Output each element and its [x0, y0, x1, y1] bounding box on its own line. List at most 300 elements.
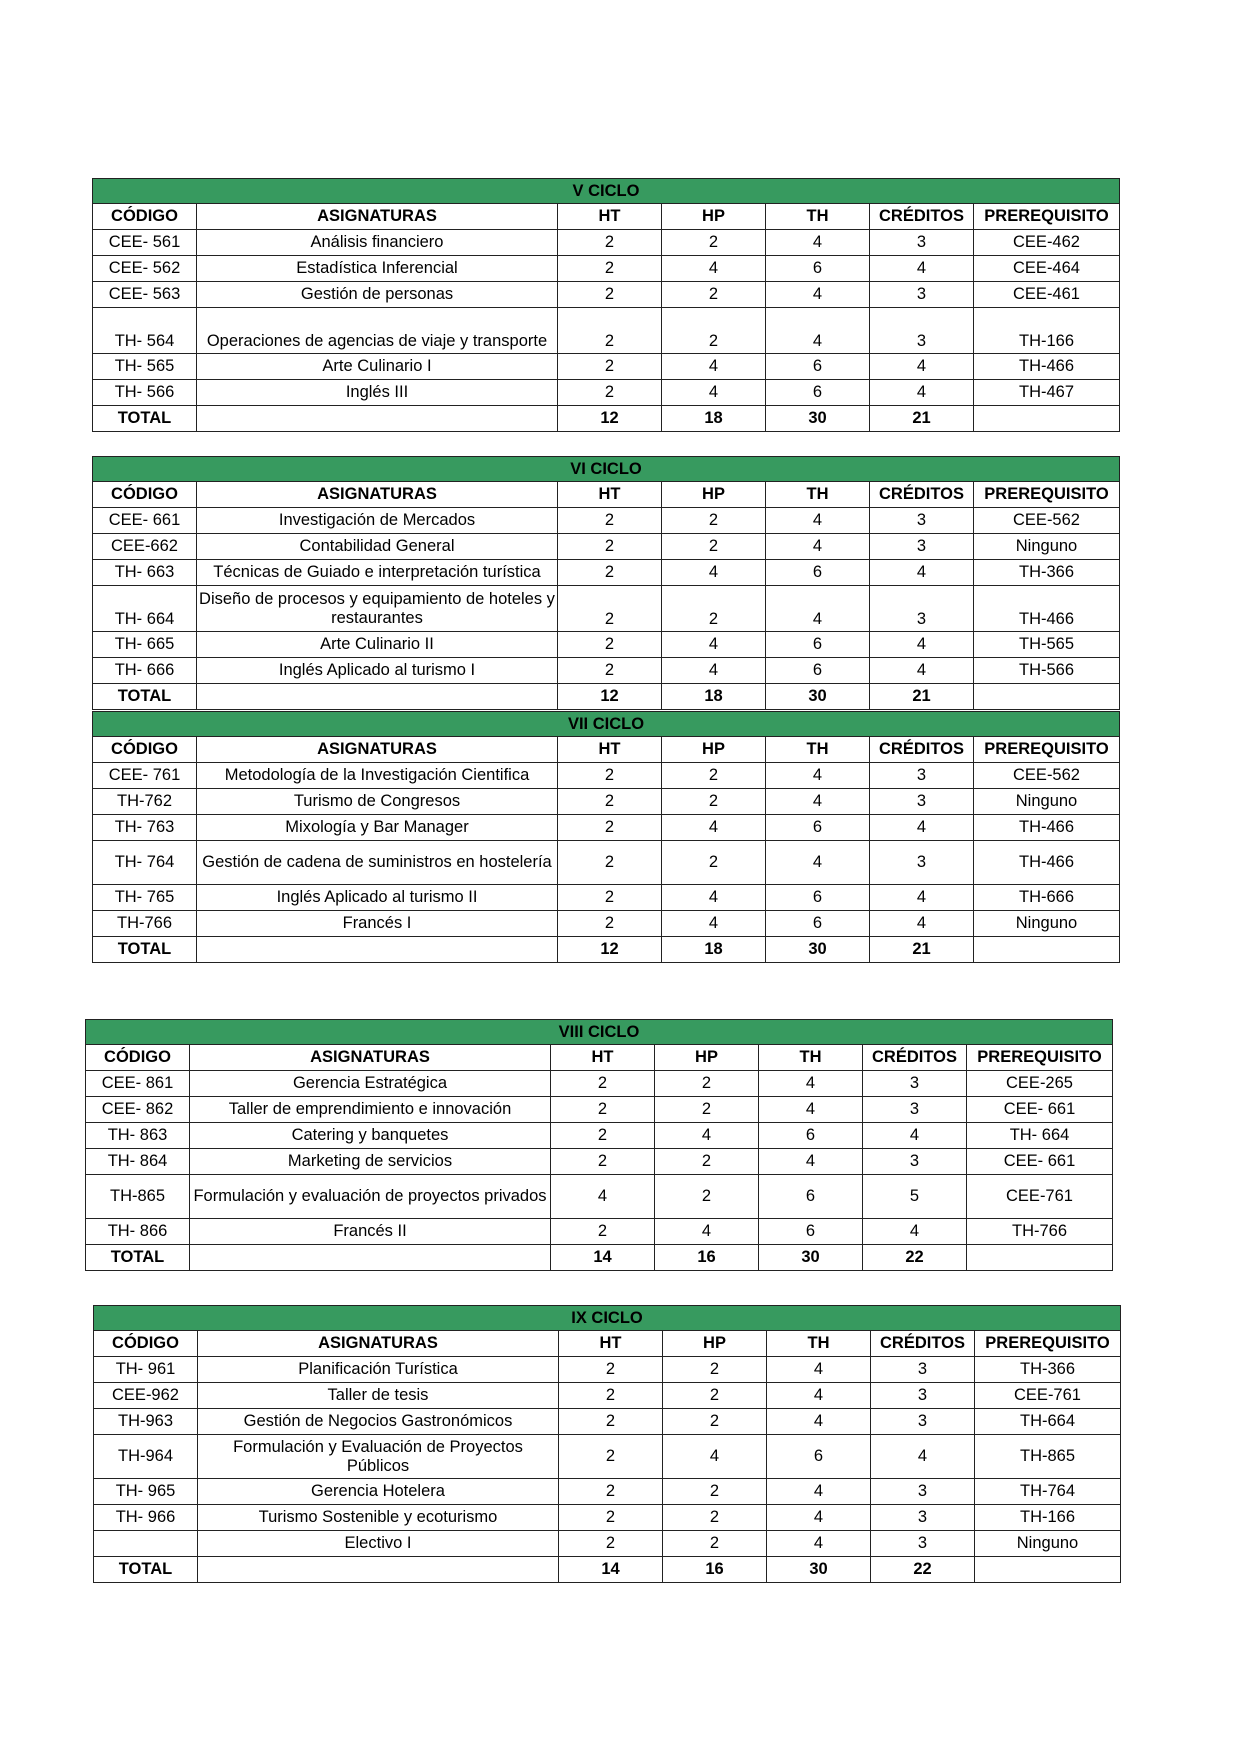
course-subject: Operaciones de agencias de viaje y transporte	[197, 308, 558, 354]
course-subject: Metodología de la Investigación Cientifica	[197, 763, 558, 789]
course-th: 6	[766, 911, 870, 937]
total-row	[93, 406, 1120, 432]
course-hp: 4	[663, 1435, 767, 1479]
header-th: TH	[767, 1331, 871, 1357]
course-code: TH-766	[93, 911, 197, 937]
table-row	[93, 586, 1120, 632]
course-th: 4	[766, 586, 870, 632]
course-code: TH- 566	[93, 380, 197, 406]
course-th: 4	[766, 789, 870, 815]
header-asignaturas: ASIGNATURAS	[198, 1331, 559, 1357]
course-hp: 4	[662, 380, 766, 406]
course-prerequisite: TH-466	[974, 586, 1120, 632]
course-th: 6	[759, 1219, 863, 1245]
course-credits: 4	[870, 354, 974, 380]
course-th: 6	[766, 815, 870, 841]
course-ht: 2	[558, 508, 662, 534]
course-subject: Inglés III	[197, 380, 558, 406]
course-subject: Arte Culinario II	[197, 632, 558, 658]
course-subject: Gestión de Negocios Gastronómicos	[198, 1409, 559, 1435]
course-code: CEE- 561	[93, 230, 197, 256]
course-code: TH- 564	[93, 308, 197, 354]
course-credits: 3	[870, 508, 974, 534]
course-subject: Catering y banquetes	[190, 1123, 551, 1149]
course-th: 4	[766, 508, 870, 534]
course-ht: 2	[558, 534, 662, 560]
course-th: 4	[767, 1505, 871, 1531]
cycle-table-v	[92, 178, 1120, 432]
course-prerequisite: TH-467	[974, 380, 1120, 406]
course-subject: Gestión de cadena de suministros en hostelería	[197, 841, 558, 885]
table-row	[93, 256, 1120, 282]
course-prerequisite: CEE-265	[967, 1071, 1113, 1097]
table-row	[93, 354, 1120, 380]
table-row	[93, 789, 1120, 815]
course-ht: 2	[551, 1219, 655, 1245]
course-subject: Diseño de procesos y equipamiento de hoteles y restaurantes	[197, 586, 558, 632]
course-code: TH- 565	[93, 354, 197, 380]
course-credits: 3	[863, 1149, 967, 1175]
course-ht: 2	[551, 1071, 655, 1097]
total-hp: 18	[662, 684, 766, 710]
total-row	[93, 937, 1120, 963]
course-code: TH-762	[93, 789, 197, 815]
course-hp: 4	[662, 885, 766, 911]
course-subject: Análisis financiero	[197, 230, 558, 256]
course-code: TH- 866	[86, 1219, 190, 1245]
table-row	[93, 282, 1120, 308]
table-row	[93, 911, 1120, 937]
course-ht: 2	[551, 1097, 655, 1123]
course-ht: 2	[558, 632, 662, 658]
course-hp: 2	[663, 1505, 767, 1531]
table-row	[93, 308, 1120, 354]
course-code: TH- 666	[93, 658, 197, 684]
course-th: 4	[759, 1149, 863, 1175]
course-subject: Formulación y evaluación de proyectos privados	[190, 1175, 551, 1219]
course-hp: 2	[663, 1357, 767, 1383]
course-code: CEE- 661	[93, 508, 197, 534]
course-subject: Gerencia Estratégica	[190, 1071, 551, 1097]
course-code: TH- 664	[93, 586, 197, 632]
total-th: 30	[766, 937, 870, 963]
total-label: TOTAL	[93, 937, 197, 963]
total-credits: 21	[870, 406, 974, 432]
course-th: 4	[766, 763, 870, 789]
header-ht: HT	[558, 482, 662, 508]
header-ht: HT	[559, 1331, 663, 1357]
course-subject: Técnicas de Guiado e interpretación turística	[197, 560, 558, 586]
header-th: TH	[766, 204, 870, 230]
header-th: TH	[766, 482, 870, 508]
header-codigo: CÓDIGO	[86, 1045, 190, 1071]
course-prerequisite: CEE-761	[975, 1383, 1121, 1409]
course-prerequisite: TH-566	[974, 658, 1120, 684]
course-ht: 2	[558, 256, 662, 282]
course-th: 4	[767, 1409, 871, 1435]
table-row	[93, 534, 1120, 560]
course-hp: 2	[663, 1479, 767, 1505]
course-credits: 3	[871, 1479, 975, 1505]
course-hp: 4	[662, 354, 766, 380]
header-prerequisito: PREREQUISITO	[974, 737, 1120, 763]
header-hp: HP	[655, 1045, 759, 1071]
course-ht: 2	[558, 308, 662, 354]
total-th: 30	[767, 1557, 871, 1583]
total-prerequisite-empty	[974, 684, 1120, 710]
course-code: TH- 863	[86, 1123, 190, 1149]
course-ht: 2	[559, 1505, 663, 1531]
course-subject: Turismo de Congresos	[197, 789, 558, 815]
course-th: 6	[766, 632, 870, 658]
total-prerequisite-empty	[974, 937, 1120, 963]
course-ht: 2	[558, 815, 662, 841]
course-credits: 3	[870, 534, 974, 560]
cycle-title: IX CICLO	[94, 1306, 1121, 1331]
course-subject: Taller de emprendimiento e innovación	[190, 1097, 551, 1123]
course-prerequisite: CEE- 661	[967, 1149, 1113, 1175]
course-code: TH-964	[94, 1435, 198, 1479]
course-hp: 2	[655, 1097, 759, 1123]
course-prerequisite: CEE-464	[974, 256, 1120, 282]
course-subject: Estadística Inferencial	[197, 256, 558, 282]
header-codigo: CÓDIGO	[93, 737, 197, 763]
course-credits: 4	[870, 560, 974, 586]
course-subject: Francés II	[190, 1219, 551, 1245]
course-hp: 2	[662, 508, 766, 534]
course-subject: Planificación Turística	[198, 1357, 559, 1383]
header-th: TH	[766, 737, 870, 763]
course-prerequisite: TH-366	[974, 560, 1120, 586]
course-hp: 2	[655, 1071, 759, 1097]
course-credits: 4	[870, 632, 974, 658]
course-th: 6	[766, 560, 870, 586]
header-asignaturas: ASIGNATURAS	[197, 737, 558, 763]
course-prerequisite: TH-166	[975, 1505, 1121, 1531]
total-row	[93, 684, 1120, 710]
course-ht: 2	[558, 380, 662, 406]
total-row	[94, 1557, 1121, 1583]
course-th: 4	[767, 1531, 871, 1557]
total-hp: 18	[662, 406, 766, 432]
course-subject: Francés I	[197, 911, 558, 937]
course-ht: 2	[558, 354, 662, 380]
course-credits: 4	[870, 256, 974, 282]
course-subject: Inglés Aplicado al turismo I	[197, 658, 558, 684]
course-credits: 4	[870, 911, 974, 937]
total-prerequisite-empty	[967, 1245, 1113, 1271]
table-row	[86, 1097, 1113, 1123]
course-prerequisite: TH-466	[974, 815, 1120, 841]
course-hp: 2	[662, 282, 766, 308]
course-prerequisite: TH-666	[974, 885, 1120, 911]
course-prerequisite: TH-764	[975, 1479, 1121, 1505]
course-th: 4	[767, 1479, 871, 1505]
course-hp: 2	[662, 534, 766, 560]
header-asignaturas: ASIGNATURAS	[190, 1045, 551, 1071]
table-row	[93, 508, 1120, 534]
header-hp: HP	[662, 482, 766, 508]
course-th: 6	[767, 1435, 871, 1479]
total-label: TOTAL	[93, 406, 197, 432]
course-ht: 2	[558, 230, 662, 256]
course-subject: Electivo I	[198, 1531, 559, 1557]
course-credits: 3	[870, 789, 974, 815]
table-row	[94, 1435, 1121, 1479]
course-code: TH- 665	[93, 632, 197, 658]
table-row	[93, 885, 1120, 911]
table-row	[93, 841, 1120, 885]
course-credits: 3	[871, 1531, 975, 1557]
course-prerequisite: TH-565	[974, 632, 1120, 658]
header-creditos: CRÉDITOS	[870, 482, 974, 508]
cycle-title: VII CICLO	[93, 712, 1120, 737]
total-ht: 14	[551, 1245, 655, 1271]
course-ht: 2	[558, 560, 662, 586]
total-credits: 21	[870, 684, 974, 710]
course-th: 6	[766, 658, 870, 684]
course-th: 6	[766, 885, 870, 911]
course-ht: 2	[558, 282, 662, 308]
course-th: 4	[759, 1071, 863, 1097]
course-subject: Investigación de Mercados	[197, 508, 558, 534]
table-row	[93, 658, 1120, 684]
course-ht: 2	[559, 1531, 663, 1557]
total-credits: 22	[863, 1245, 967, 1271]
course-hp: 2	[663, 1383, 767, 1409]
header-prerequisito: PREREQUISITO	[967, 1045, 1113, 1071]
course-code: CEE- 861	[86, 1071, 190, 1097]
course-credits: 3	[871, 1383, 975, 1409]
course-th: 4	[766, 308, 870, 354]
course-credits: 4	[871, 1435, 975, 1479]
course-th: 4	[767, 1383, 871, 1409]
course-credits: 3	[870, 282, 974, 308]
table-row	[94, 1531, 1121, 1557]
table-row	[94, 1479, 1121, 1505]
header-codigo: CÓDIGO	[93, 482, 197, 508]
course-credits: 3	[870, 841, 974, 885]
course-prerequisite: TH-865	[975, 1435, 1121, 1479]
total-th: 30	[766, 684, 870, 710]
course-hp: 2	[662, 308, 766, 354]
course-credits: 4	[870, 658, 974, 684]
header-hp: HP	[663, 1331, 767, 1357]
course-credits: 4	[870, 885, 974, 911]
course-subject: Contabilidad General	[197, 534, 558, 560]
header-prerequisito: PREREQUISITO	[974, 482, 1120, 508]
total-hp: 16	[663, 1557, 767, 1583]
header-codigo: CÓDIGO	[94, 1331, 198, 1357]
header-creditos: CRÉDITOS	[871, 1331, 975, 1357]
header-asignaturas: ASIGNATURAS	[197, 482, 558, 508]
course-ht: 2	[559, 1409, 663, 1435]
course-credits: 3	[870, 763, 974, 789]
course-th: 6	[766, 354, 870, 380]
table-row	[93, 815, 1120, 841]
course-code: TH- 663	[93, 560, 197, 586]
course-hp: 4	[662, 256, 766, 282]
course-ht: 2	[558, 841, 662, 885]
course-prerequisite: CEE-562	[974, 508, 1120, 534]
course-ht: 2	[551, 1149, 655, 1175]
total-th: 30	[766, 406, 870, 432]
course-prerequisite: TH-366	[975, 1357, 1121, 1383]
header-hp: HP	[662, 204, 766, 230]
course-subject: Mixología y Bar Manager	[197, 815, 558, 841]
cycle-title: VI CICLO	[93, 457, 1120, 482]
course-credits: 3	[870, 308, 974, 354]
course-hp: 2	[662, 841, 766, 885]
course-hp: 2	[662, 230, 766, 256]
course-subject: Marketing de servicios	[190, 1149, 551, 1175]
header-ht: HT	[551, 1045, 655, 1071]
course-hp: 2	[662, 789, 766, 815]
total-label: TOTAL	[94, 1557, 198, 1583]
total-empty	[197, 406, 558, 432]
course-hp: 2	[663, 1409, 767, 1435]
table-row	[93, 763, 1120, 789]
course-th: 6	[766, 256, 870, 282]
course-prerequisite: Ninguno	[974, 789, 1120, 815]
course-ht: 2	[558, 658, 662, 684]
course-code: CEE- 563	[93, 282, 197, 308]
total-empty	[197, 937, 558, 963]
course-ht: 4	[551, 1175, 655, 1219]
course-subject: Gerencia Hotelera	[198, 1479, 559, 1505]
course-ht: 2	[558, 885, 662, 911]
cycle-table-viii	[85, 1019, 1113, 1271]
course-ht: 2	[559, 1383, 663, 1409]
course-code: TH- 965	[94, 1479, 198, 1505]
total-prerequisite-empty	[975, 1557, 1121, 1583]
table-row	[94, 1409, 1121, 1435]
course-th: 4	[766, 841, 870, 885]
course-prerequisite: CEE-462	[974, 230, 1120, 256]
course-prerequisite: CEE- 661	[967, 1097, 1113, 1123]
course-th: 6	[759, 1175, 863, 1219]
course-code: TH-963	[94, 1409, 198, 1435]
header-th: TH	[759, 1045, 863, 1071]
course-code: CEE-962	[94, 1383, 198, 1409]
total-credits: 21	[870, 937, 974, 963]
course-credits: 3	[871, 1505, 975, 1531]
course-ht: 2	[559, 1479, 663, 1505]
cycle-title: VIII CICLO	[86, 1020, 1113, 1045]
course-ht: 2	[558, 586, 662, 632]
table-row	[86, 1219, 1113, 1245]
course-hp: 4	[655, 1123, 759, 1149]
cycle-title: V CICLO	[93, 179, 1120, 204]
table-row	[86, 1071, 1113, 1097]
total-empty	[190, 1245, 551, 1271]
course-hp: 2	[655, 1175, 759, 1219]
course-hp: 2	[663, 1531, 767, 1557]
course-code: TH- 966	[94, 1505, 198, 1531]
course-credits: 3	[871, 1409, 975, 1435]
course-hp: 4	[662, 815, 766, 841]
course-prerequisite: TH-664	[975, 1409, 1121, 1435]
total-ht: 12	[558, 937, 662, 963]
course-code: TH- 765	[93, 885, 197, 911]
header-hp: HP	[662, 737, 766, 763]
course-hp: 4	[662, 658, 766, 684]
course-th: 4	[766, 534, 870, 560]
course-th: 6	[766, 380, 870, 406]
course-th: 4	[759, 1097, 863, 1123]
course-code: CEE- 562	[93, 256, 197, 282]
total-th: 30	[759, 1245, 863, 1271]
course-prerequisite: TH- 664	[967, 1123, 1113, 1149]
course-ht: 2	[559, 1435, 663, 1479]
header-codigo: CÓDIGO	[93, 204, 197, 230]
course-prerequisite: CEE-461	[974, 282, 1120, 308]
cycle-table-ix	[93, 1305, 1121, 1583]
course-subject: Inglés Aplicado al turismo II	[197, 885, 558, 911]
course-ht: 2	[558, 911, 662, 937]
course-subject: Taller de tesis	[198, 1383, 559, 1409]
course-th: 6	[759, 1123, 863, 1149]
header-prerequisito: PREREQUISITO	[975, 1331, 1121, 1357]
course-hp: 4	[662, 911, 766, 937]
course-code: TH- 764	[93, 841, 197, 885]
course-hp: 4	[662, 632, 766, 658]
course-credits: 4	[863, 1219, 967, 1245]
course-hp: 2	[662, 763, 766, 789]
course-code: CEE- 761	[93, 763, 197, 789]
total-hp: 18	[662, 937, 766, 963]
total-empty	[197, 684, 558, 710]
course-ht: 2	[559, 1357, 663, 1383]
table-row	[93, 632, 1120, 658]
header-creditos: CRÉDITOS	[870, 737, 974, 763]
course-code: CEE-662	[93, 534, 197, 560]
course-code: TH- 864	[86, 1149, 190, 1175]
course-subject: Formulación y Evaluación de Proyectos Públicos	[198, 1435, 559, 1479]
course-prerequisite: TH-466	[974, 841, 1120, 885]
course-hp: 2	[655, 1149, 759, 1175]
total-label: TOTAL	[86, 1245, 190, 1271]
course-credits: 3	[870, 586, 974, 632]
course-credits: 4	[870, 380, 974, 406]
course-credits: 4	[870, 815, 974, 841]
total-prerequisite-empty	[974, 406, 1120, 432]
course-ht: 2	[551, 1123, 655, 1149]
table-row	[86, 1123, 1113, 1149]
total-ht: 14	[559, 1557, 663, 1583]
course-credits: 3	[863, 1097, 967, 1123]
course-prerequisite: TH-466	[974, 354, 1120, 380]
course-credits: 3	[870, 230, 974, 256]
table-row	[93, 380, 1120, 406]
total-row	[86, 1245, 1113, 1271]
header-asignaturas: ASIGNATURAS	[197, 204, 558, 230]
course-subject: Turismo Sostenible y ecoturismo	[198, 1505, 559, 1531]
header-creditos: CRÉDITOS	[863, 1045, 967, 1071]
course-ht: 2	[558, 789, 662, 815]
total-ht: 12	[558, 684, 662, 710]
course-th: 4	[767, 1357, 871, 1383]
course-credits: 4	[863, 1123, 967, 1149]
header-ht: HT	[558, 737, 662, 763]
course-code: TH-865	[86, 1175, 190, 1219]
course-prerequisite: CEE-761	[967, 1175, 1113, 1219]
course-credits: 5	[863, 1175, 967, 1219]
table-row	[86, 1149, 1113, 1175]
course-code: CEE- 862	[86, 1097, 190, 1123]
course-th: 4	[766, 230, 870, 256]
course-prerequisite: Ninguno	[975, 1531, 1121, 1557]
